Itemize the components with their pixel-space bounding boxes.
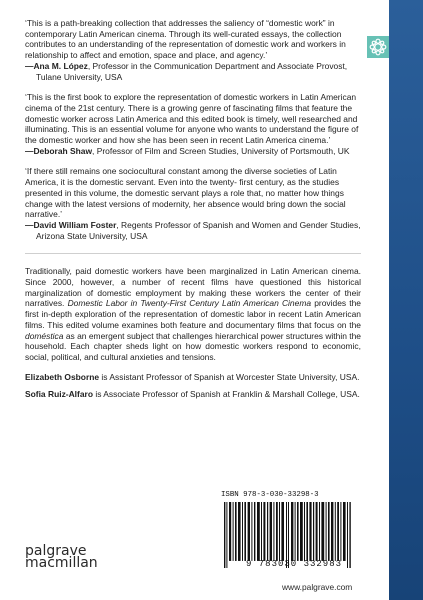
editor-bio [25, 372, 361, 383]
palgrave-rings-icon [367, 36, 389, 58]
barcode-number: 9 783030 332983 [245, 559, 342, 569]
quote-text: ‘This is a path-breaking collection that addresses the saliency of “domestic work” in contemporary Latin American cinema. Through its well-curated essays, the collection contributes to an understanding of the representation of domestic work and workers in relationship to affect and emotion, space and place, and agency.’ [25, 18, 346, 61]
book-title-italic: Domestic Labor in Twenty-First Century Latin American Cinema [67, 298, 312, 309]
publisher-website[interactable]: www.palgrave.com [282, 582, 353, 592]
section-divider [25, 253, 361, 254]
endorsement-quote [25, 18, 361, 82]
editor-name: Elizabeth Osborne [25, 371, 100, 382]
quote-text: ‘If there still remains one sociocultural constant among the diverse societies of Latin America, it is the domestic servant. Even into the twenty- first century, as the studies presented in this volume, the domestic servant plays a role that, no matter how things change with the latest versions of modernity, her absence would bring down the social narrative.’ [25, 166, 346, 220]
description-text: as an emergent subject that challenges hierarchical power structures within the household. Each chapter sheds light on how domestic workers respond to economic, social, political, and cultural anxieties and tensions. [25, 330, 361, 362]
palgrave-rings-icon [367, 36, 389, 58]
editor-bio-text: is Associate Professor of Spanish at Franklin & Marshall College, USA. [92, 389, 360, 400]
spine-stripe [389, 0, 423, 600]
term-italic: doméstica [25, 330, 64, 341]
editor-bio [25, 389, 361, 400]
back-cover-content [25, 18, 361, 407]
endorser-name: —Deborah Shaw [25, 145, 93, 156]
isbn-label: ISBN 978-3-030-33298-3 [221, 491, 319, 499]
endorser-role: , Professor of Film and Screen Studies, University of Portsmouth, UK [92, 145, 350, 156]
endorsement-quote [25, 92, 361, 156]
endorsement-quote [25, 166, 361, 241]
editor-name: Sofia Ruiz-Alfaro [25, 389, 93, 400]
quote-attribution [25, 146, 361, 157]
endorser-role: , Regents Professor of Spanish and Women and Gender Studies, Arizona State University, USA [36, 219, 361, 241]
quote-text: ‘This is the first book to explore the representation of domestic workers in Latin American cinema of the 21st century. There is a growing genre of fascinating films that feature the domestic worker across Latin America and this edited book is timely, well researched and illuminating. This is an essential volume for anyone who wants to understand the figure of the domestic worker and how she has been seen in recent Latin America cinema.’ [25, 92, 359, 146]
publisher-name-line1: palgrave [25, 543, 87, 559]
book-description [25, 266, 361, 362]
publisher-name-line2: macmillan [25, 555, 98, 571]
description-text: Traditionally, paid domestic workers have been marginalized in Latin American cinema. Since 2000, however, a number of recent films have questioned this historical marginalization of domestic employment by making these workers the center of their narratives. [25, 266, 361, 309]
publisher-logo [25, 545, 98, 569]
quote-attribution [25, 220, 361, 241]
description-text: provides the first in-depth exploration of the representation of domestic labor in recent Latin American films. This edited volume examines both feature and documentary films that focus on the [25, 298, 361, 330]
endorser-role: , Professor in the Communication Department and Associate Provost, Tulane University, USA [36, 60, 348, 82]
quote-attribution [25, 61, 361, 82]
isbn-barcode-box [217, 488, 365, 576]
endorser-name: —David William Foster [25, 219, 117, 230]
editor-bio-text: is Assistant Professor of Spanish at Worcester State University, USA. [99, 371, 360, 382]
endorser-name: —Ana M. López [25, 60, 88, 71]
